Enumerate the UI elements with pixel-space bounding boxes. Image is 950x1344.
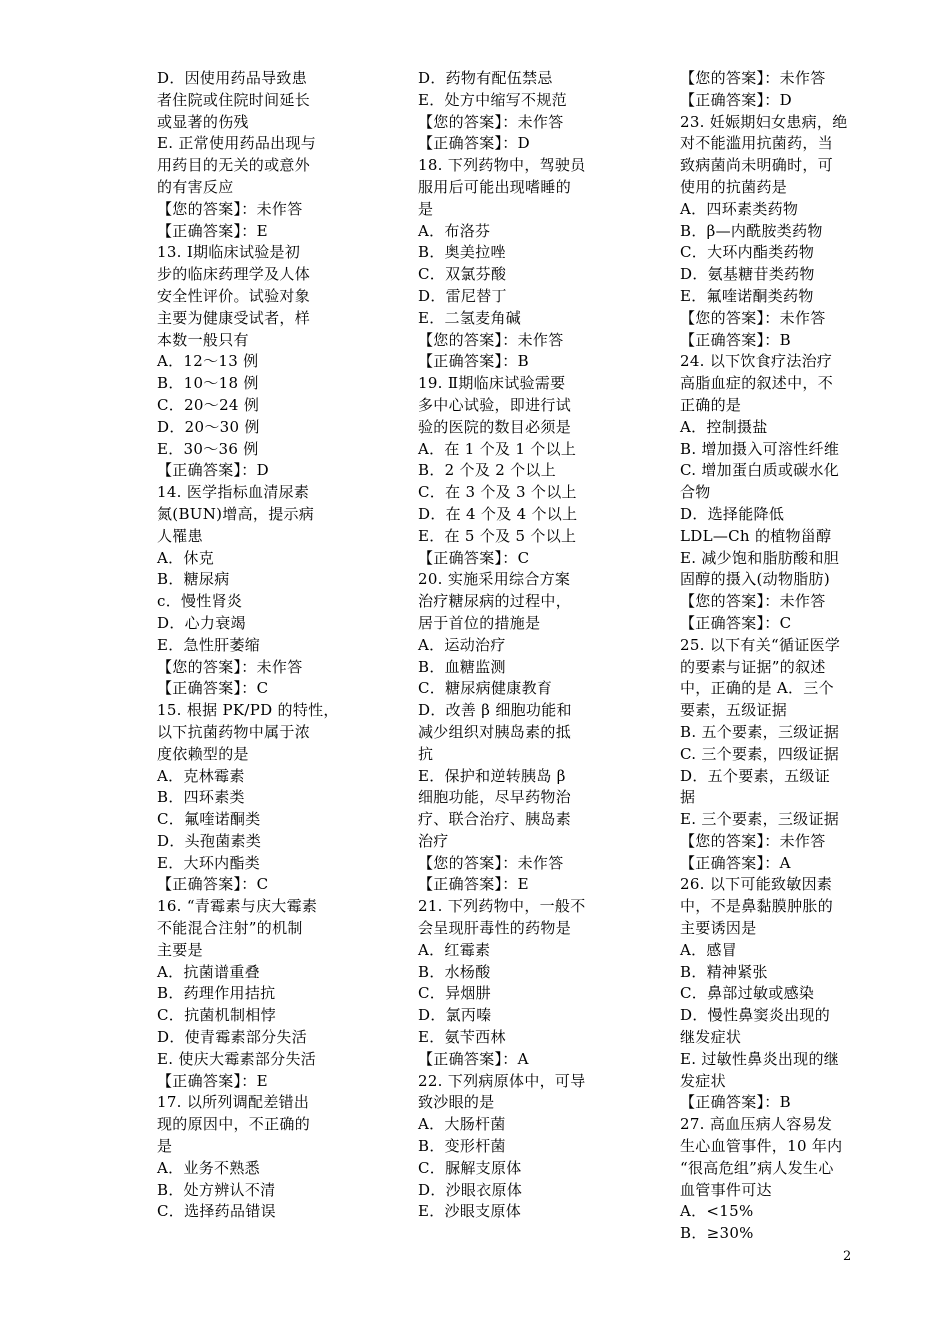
text-line: D．沙眼衣原体 — [418, 1180, 523, 1199]
text-line: 【正确答案】：A — [418, 1049, 529, 1068]
text-line: 高脂血症的叙述中，不 — [680, 374, 834, 393]
text-line: 合物 — [680, 483, 711, 502]
text-line: 抗 — [418, 744, 434, 763]
text-line: 【您的答案】：未作答 — [157, 657, 303, 676]
text-line: 发症状 — [680, 1071, 726, 1090]
text-line: 【正确答案】：D — [157, 461, 269, 480]
text-line: E．处方中缩写不规范 — [418, 90, 567, 109]
text-line: C．大环内酯类药物 — [680, 243, 815, 262]
text-line: D．五个要素，五级证 — [680, 766, 831, 785]
text-line: 氮(BUN)增高，提示病 — [157, 504, 315, 523]
text-line: C．鼻部过敏或感染 — [680, 984, 815, 1003]
text-line: 27. 高血压病人容易发 — [680, 1115, 833, 1134]
text-line: 【正确答案】：B — [680, 330, 791, 349]
text-line: A．红霉素 — [418, 940, 491, 959]
text-line: 【您的答案】：未作答 — [418, 112, 564, 131]
text-line: 居于首位的措施是 — [418, 613, 541, 632]
text-line: A．业务不熟悉 — [157, 1158, 260, 1177]
text-line: C．20～24 例 — [157, 395, 260, 414]
text-line: E. 三个要素，三级证据 — [680, 810, 840, 829]
text-line: C. 三个要素，四级证据 — [680, 744, 840, 763]
text-line: 23. 妊娠期妇女患病，绝 — [680, 112, 848, 131]
text-line: B. 五个要素，三级证据 — [680, 722, 840, 741]
text-line: 【正确答案】：D — [680, 90, 792, 109]
text-line: “很高危组”病人发生心 — [680, 1158, 834, 1177]
text-line: B．糖尿病 — [157, 570, 230, 589]
text-line: D．慢性鼻窦炎出现的 — [680, 1006, 831, 1025]
text-line: D．使青霉素部分失活 — [157, 1028, 308, 1047]
text-line: 或显著的伤残 — [157, 112, 249, 131]
text-line: B. 增加摄入可溶性纤维 — [680, 439, 840, 458]
text-line: 25. 以下有关“循证医学 — [680, 635, 841, 654]
text-line: D．20～30 例 — [157, 417, 260, 436]
text-line: D．雷尼替丁 — [418, 286, 507, 305]
text-line: 【您的答案】：未作答 — [157, 199, 303, 218]
text-line: 会呈现肝毒性的药物是 — [418, 919, 572, 938]
text-line: D．头孢菌素类 — [157, 831, 262, 850]
text-line: B．奥美拉唑 — [418, 243, 506, 262]
text-column-middle — [418, 68, 598, 1223]
text-line: 用药目的无关的或意外 — [157, 156, 311, 175]
text-line: 【您的答案】：未作答 — [680, 592, 826, 611]
text-line: 验的医院的数目必须是 — [418, 417, 572, 436]
text-line: 者住院或住院时间延长 — [157, 90, 311, 109]
text-line: 正确的是 — [680, 395, 742, 414]
text-line: E．氨苄西林 — [418, 1028, 506, 1047]
text-line: E. 减少饱和脂肪酸和胆 — [680, 548, 840, 567]
text-line: E．急性肝萎缩 — [157, 635, 261, 654]
text-line: 血管事件可达 — [680, 1180, 772, 1199]
text-column-right — [680, 68, 860, 1245]
text-line: 【正确答案】：C — [157, 875, 269, 894]
text-line: 治疗 — [418, 831, 449, 850]
text-line: D．氯丙嗪 — [418, 1006, 492, 1025]
text-line: C．抗菌机制相悖 — [157, 1006, 276, 1025]
text-line: E．在 5 个及 5 个以上 — [418, 526, 577, 545]
text-line: 【正确答案】：E — [157, 1071, 268, 1090]
text-line: 继发症状 — [680, 1028, 742, 1047]
text-line: 14. 医学指标血清尿素 — [157, 483, 310, 502]
text-line: 主要是 — [157, 940, 203, 959]
text-line: B．处方辨认不清 — [157, 1180, 276, 1199]
text-line: 人罹患 — [157, 526, 203, 545]
text-line: A．在 1 个及 1 个以上 — [418, 439, 577, 458]
text-line: 中，不是鼻黏膜肿胀的 — [680, 897, 834, 916]
text-line: 【正确答案】：B — [680, 1093, 791, 1112]
text-line: A．控制摄盐 — [680, 417, 768, 436]
text-line: 24. 以下饮食疗法治疗 — [680, 352, 833, 371]
text-line: 是 — [418, 199, 434, 218]
text-line: 主要为健康受试者，样 — [157, 308, 311, 327]
text-line: 固醇的摄入(动物脂肪) — [680, 570, 831, 589]
text-line: 22. 下列病原体中，可导 — [418, 1071, 586, 1090]
text-line: 15. 根据 PK/PD 的特性， — [157, 701, 339, 720]
text-line: 【正确答案】：A — [680, 853, 791, 872]
text-line: 生心血管事件，10 年内 — [680, 1137, 843, 1156]
text-line: B．精神紧张 — [680, 962, 768, 981]
text-line: A．四环素类药物 — [680, 199, 799, 218]
text-line: E. 过敏性鼻炎出现的继 — [680, 1049, 840, 1068]
text-line: B．血糖监测 — [418, 657, 506, 676]
text-line: D．改善 β 细胞功能和 — [418, 701, 572, 720]
text-line: C. 增加蛋白质或碳水化 — [680, 461, 840, 480]
text-line: 【您的答案】：未作答 — [680, 831, 826, 850]
text-line: C．在 3 个及 3 个以上 — [418, 483, 577, 502]
text-line: A．<15% — [680, 1202, 754, 1221]
text-line: B．变形杆菌 — [418, 1137, 506, 1156]
text-line: A．克林霉素 — [157, 766, 245, 785]
text-line: 致病菌尚未明确时，可 — [680, 156, 834, 175]
text-line: 是 — [157, 1137, 173, 1156]
text-line: 【正确答案】：B — [418, 352, 529, 371]
text-line: E. 正常使用药品出现与 — [157, 134, 317, 153]
text-line: 17. 以所列调配差错出 — [157, 1093, 310, 1112]
text-line: A．布洛芬 — [418, 221, 491, 240]
text-line: 致沙眼的是 — [418, 1093, 495, 1112]
text-line: 【正确答案】：C — [157, 679, 269, 698]
text-line: 20. 实施采用综合方案 — [418, 570, 571, 589]
text-line: B．四环素类 — [157, 788, 245, 807]
text-line: B．2 个及 2 个以上 — [418, 461, 557, 480]
text-line: 16. “青霉素与庆大霉素 — [157, 897, 318, 916]
text-line: 据 — [680, 788, 696, 807]
text-line: D．氨基糖苷类药物 — [680, 265, 815, 284]
text-line: 【您的答案】：未作答 — [680, 308, 826, 327]
text-line: 【正确答案】：C — [680, 613, 792, 632]
text-column-left — [157, 68, 337, 1223]
text-line: C．异烟肼 — [418, 984, 491, 1003]
text-line: B．β—内酰胺类药物 — [680, 221, 823, 240]
text-line: 中，正确的是 A．三个 — [680, 679, 834, 698]
text-line: 治疗糖尿病的过程中， — [418, 592, 572, 611]
text-line: 21. 下列药物中，一般不 — [418, 897, 586, 916]
text-line: A．休克 — [157, 548, 215, 567]
text-line: E．氟喹诺酮类药物 — [680, 286, 814, 305]
text-line: 【正确答案】：C — [418, 548, 530, 567]
text-line: D．在 4 个及 4 个以上 — [418, 504, 578, 523]
text-line: 的有害反应 — [157, 177, 234, 196]
text-line: C．脲解支原体 — [418, 1158, 522, 1177]
text-line: 18. 下列药物中，驾驶员 — [418, 156, 586, 175]
text-line: A．大肠杆菌 — [418, 1115, 506, 1134]
text-line: E．沙眼支原体 — [418, 1202, 522, 1221]
text-line: c．慢性肾炎 — [157, 592, 243, 611]
text-line: C．双氯芬酸 — [418, 265, 507, 284]
text-line: B．≥30% — [680, 1224, 754, 1243]
text-line: 【正确答案】：E — [157, 221, 268, 240]
text-line: 13. Ⅰ期临床试验是初 — [157, 243, 301, 262]
text-line: 【您的答案】：未作答 — [418, 853, 564, 872]
text-line: 使用的抗菌药是 — [680, 177, 788, 196]
text-line: LDL—Ch 的植物甾醇 — [680, 526, 832, 545]
text-line: E. 使庆大霉素部分失活 — [157, 1049, 317, 1068]
text-line: E．保护和逆转胰岛 β — [418, 766, 566, 785]
text-line: 步的临床药理学及人体 — [157, 265, 311, 284]
text-line: C．糖尿病健康教育 — [418, 679, 553, 698]
text-line: 19. Ⅱ期临床试验需要 — [418, 374, 566, 393]
text-line: 多中心试验，即进行试 — [418, 395, 572, 414]
text-line: 主要诱因是 — [680, 919, 757, 938]
text-line: 不能混合注射”的机制 — [157, 919, 303, 938]
text-line: 26. 以下可能致敏因素 — [680, 875, 833, 894]
text-line: 【正确答案】：D — [418, 134, 530, 153]
text-line: 本数一般只有 — [157, 330, 249, 349]
text-line: 安全性评价。试验对象 — [157, 286, 311, 305]
text-line: B．药理作用拮抗 — [157, 984, 276, 1003]
text-line: B．水杨酸 — [418, 962, 491, 981]
text-line: 减少组织对胰岛素的抵 — [418, 722, 572, 741]
text-line: 对不能滥用抗菌药，当 — [680, 134, 834, 153]
text-line: 度依赖型的是 — [157, 744, 249, 763]
text-line: E．二氢麦角碱 — [418, 308, 522, 327]
text-line: 的要素与证据”的叙述 — [680, 657, 826, 676]
text-line: 细胞功能，尽早药物治 — [418, 788, 572, 807]
text-line: E．30～36 例 — [157, 439, 259, 458]
text-line: B．10～18 例 — [157, 374, 259, 393]
text-line: 【您的答案】：未作答 — [680, 69, 826, 87]
text-line: A．12～13 例 — [157, 352, 259, 371]
text-line: A．运动治疗 — [418, 635, 506, 654]
text-line: D．药物有配伍禁忌 — [418, 69, 553, 87]
text-line: A．感冒 — [680, 940, 738, 959]
text-line: 服用后可能出现嗜睡的 — [418, 177, 572, 196]
text-line: D．心力衰竭 — [157, 613, 246, 632]
text-line: C．氟喹诺酮类 — [157, 810, 261, 829]
text-line: E．大环内酯类 — [157, 853, 261, 872]
page-number: 2 — [843, 1249, 852, 1264]
text-line: A．抗菌谱重叠 — [157, 962, 260, 981]
text-line: 要素，五级证据 — [680, 701, 788, 720]
text-line: C．选择药品错误 — [157, 1202, 276, 1221]
text-line: 【您的答案】：未作答 — [418, 330, 564, 349]
text-line: D．选择能降低 — [680, 504, 785, 523]
text-line: D．因使用药品导致患 — [157, 69, 308, 87]
text-line: 以下抗菌药物中属于浓 — [157, 722, 311, 741]
text-line: 现的原因中，不正确的 — [157, 1115, 311, 1134]
text-line: 【正确答案】：E — [418, 875, 529, 894]
text-line: 疗、联合治疗、胰岛素 — [418, 810, 572, 829]
